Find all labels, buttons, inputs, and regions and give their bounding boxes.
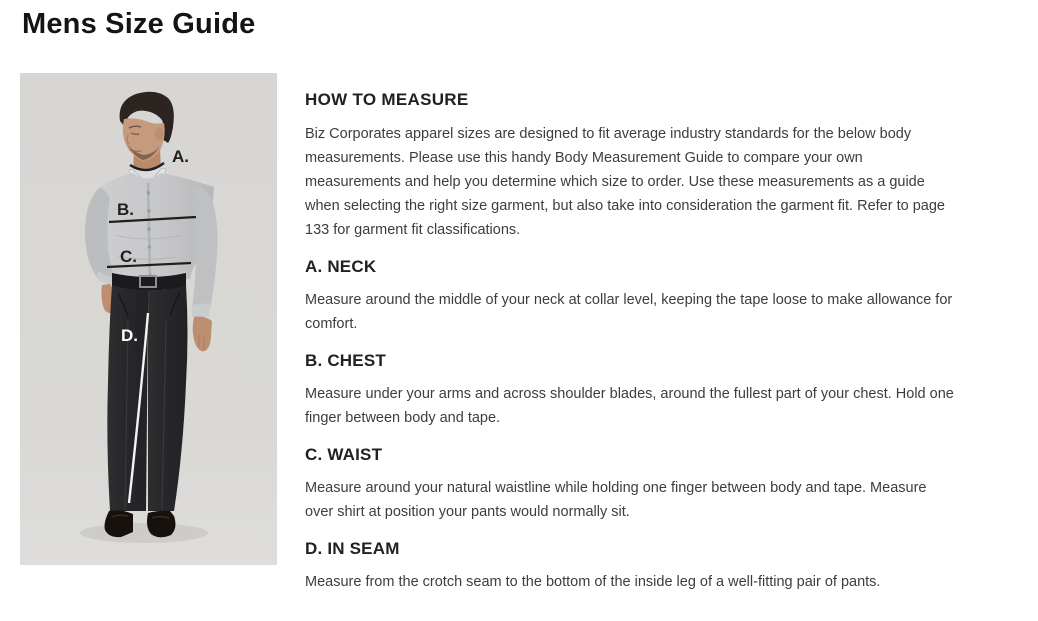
section-text-inseam: Measure from the crotch seam to the bottom of the inside leg of a well-fitting pair of pants. [305, 574, 881, 590]
pants-left-leg [107, 285, 149, 511]
section-text-neck: Measure around the middle of your neck at collar level, keeping the tape loose to make allowance for comfort. [305, 292, 953, 332]
how-to-measure-heading: HOW TO MEASURE [305, 90, 469, 109]
floor-shadow [80, 523, 208, 543]
section-heading-inseam: D. IN SEAM [305, 539, 400, 558]
measure-section-neck [305, 257, 955, 336]
measure-section-chest [305, 351, 955, 430]
marker-c-label: C. [120, 247, 137, 266]
left-shoe [105, 510, 134, 537]
marker-d-label: D. [121, 326, 138, 345]
measure-section-inseam [305, 539, 955, 594]
section-heading-neck: A. NECK [305, 257, 377, 276]
measure-instructions [305, 84, 955, 594]
intro-text: Biz Corporates apparel sizes are designed to fit average industry standards for the below body measurements. Please use this handy Body Measurement Guide to compare your own measurements and help you determine which size to order. Use these measurements as a guide when selecting the right size garment, but also take into consideration the garment fit. Refer to page 133 for garment fit classifications. [305, 126, 945, 238]
section-heading-waist: C. WAIST [305, 445, 383, 464]
right-shoe [147, 511, 175, 538]
section-text-waist: Measure around your natural waistline while holding one finger between body and tape. Measure over shirt at position your pants would normally sit. [305, 480, 927, 520]
marker-a-label: A. [172, 147, 189, 166]
section-heading-chest: B. CHEST [305, 351, 386, 370]
model-ear [155, 128, 164, 141]
marker-b-label: B. [117, 200, 134, 219]
male-model-illustration [20, 73, 277, 565]
measure-section-waist [305, 445, 955, 524]
section-text-chest: Measure under your arms and across shoulder blades, around the fullest part of your chest. Hold one finger between body and tape. [305, 386, 954, 426]
right-cuff [192, 303, 210, 317]
size-guide-photo [20, 73, 277, 565]
page-title: Mens Size Guide [22, 8, 256, 40]
